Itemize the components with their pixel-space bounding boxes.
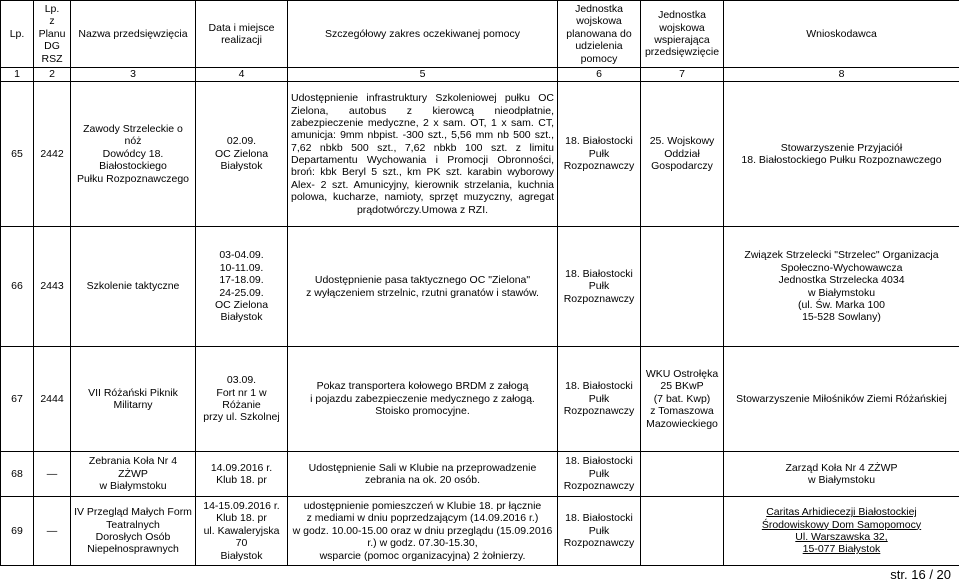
row-data-miejsce: 14-15.09.2016 r. Klub 18. pr ul. Kawaleryjska 70 Białystok — [196, 497, 288, 566]
column-number: 8 — [724, 68, 959, 82]
row-lp-planu: — — [34, 452, 71, 497]
header-lp-planu: Lp. z Planu DG RSZ — [34, 1, 71, 68]
row-jednostka-wspierajaca: 25. Wojskowy Oddział Gospodarczy — [641, 82, 724, 227]
row-jednostka-wspierajaca: WKU Ostrołęka 25 BKwP (7 bat. Kwp) z Tomaszowa Mazowieckiego — [641, 347, 724, 452]
table-row — [1, 227, 959, 347]
row-lp-planu: 2444 — [34, 347, 71, 452]
row-nazwa: Szkolenie taktyczne — [71, 227, 196, 347]
header-jednostka-planowana: Jednostka wojskowa planowana do udzielenia pomocy — [558, 1, 641, 68]
row-lp-planu: — — [34, 497, 71, 566]
row-lp: 65 — [1, 82, 34, 227]
row-wnioskodawca: Związek Strzelecki "Strzelec" Organizacja Społeczno-Wychowawcza Jednostka Strzelecka 4034 w Białymstoku (ul. Św. Marka 100 15-528 Sowlany) — [724, 227, 959, 347]
header-nazwa: Nazwa przedsięwzięcia — [71, 1, 196, 68]
row-wnioskodawca: Stowarzyszenie Przyjaciół 18. Białostockiego Pułku Rozpoznawczego — [724, 82, 959, 227]
table-row — [1, 452, 959, 497]
row-lp: 66 — [1, 227, 34, 347]
row-nazwa: Zawody Strzeleckie o nóż Dowódcy 18. Białostockiego Pułku Rozpoznawczego — [71, 82, 196, 227]
row-data-miejsce: 03-04.09. 10-11.09. 17-18.09. 24-25.09. OC Zielona Białystok — [196, 227, 288, 347]
row-jednostka-planowana: 18. Białostocki Pułk Rozpoznawczy — [558, 452, 641, 497]
table-row — [1, 347, 959, 452]
row-data-miejsce: 02.09. OC Zielona Białystok — [196, 82, 288, 227]
table-row — [1, 82, 959, 227]
row-jednostka-planowana: 18. Białostocki Pułk Rozpoznawczy — [558, 497, 641, 566]
column-number-row — [1, 68, 959, 82]
column-number: 6 — [558, 68, 641, 82]
header-jednostka-wspierajaca: Jednostka wojskowa wspierająca przedsięwzięcie — [641, 1, 724, 68]
row-jednostka-planowana: 18. Białostocki Pułk Rozpoznawczy — [558, 227, 641, 347]
row-data-miejsce: 03.09. Fort nr 1 w Różanie przy ul. Szkolnej — [196, 347, 288, 452]
table-row — [1, 497, 959, 566]
row-lp-planu: 2443 — [34, 227, 71, 347]
row-data-miejsce: 14.09.2016 r. Klub 18. pr — [196, 452, 288, 497]
header-wnioskodawca: Wnioskodawca — [724, 1, 959, 68]
row-jednostka-wspierajaca — [641, 227, 724, 347]
row-nazwa: IV Przegląd Małych Form Teatralnych Dorosłych Osób Niepełnosprawnych — [71, 497, 196, 566]
row-nazwa: VII Różański Piknik Militarny — [71, 347, 196, 452]
row-nazwa: Zebrania Koła Nr 4 ZŻWP w Białymstoku — [71, 452, 196, 497]
header-lp: Lp. — [1, 1, 34, 68]
row-lp: 68 — [1, 452, 34, 497]
row-lp: 69 — [1, 497, 34, 566]
row-zakres: Udostępnienie infrastruktury Szkoleniowej pułku OC Zielona, autobus z kierowcą nieodpłatnie, zabezpieczenie medyczne, 2 x sam. OT, 1 x sam. CT, amunicja: 9mm nbpist. -300 szt., 5,56 mm nb 500 szt., 7,62 nbkb 500 szt., 7,62 nbkb 100 szt. z limitu Departamentu Wychowania i Promocji Obronności, broń: kbk Beryl 5 szt., km PK szt. karabin wyborowy Alex- 2 szt. Amunicyjny, kierownik strzelania, kuchnia polowa, kucharze, namioty, sprzęt muzyczny, agregat prądotwórczy.Umowa z RZI. — [288, 82, 558, 227]
row-zakres: udostępnienie pomieszczeń w Klubie 18. pr łącznie z mediami w dniu poprzedzającym (14.09.2016 r.) w godz. 10.00-15.00 oraz w dniu przeglądu (15.09.2016 r.) w godz. 07.30-15.30, wsparcie (pomoc organizacyjna) 2 żołnierzy. — [288, 497, 558, 566]
column-number: 4 — [196, 68, 288, 82]
row-wnioskodawca: Stowarzyszenie Miłośników Ziemi Różańskiej — [724, 347, 959, 452]
header-zakres: Szczegółowy zakres oczekiwanej pomocy — [288, 1, 558, 68]
page-number: str. 16 / 20 — [890, 566, 951, 582]
row-jednostka-wspierajaca — [641, 452, 724, 497]
row-zakres: Pokaz transportera kołowego BRDM z załogą i pojazdu zabezpieczenie medycznego z załogą. Stoisko promocyjne. — [288, 347, 558, 452]
column-number: 5 — [288, 68, 558, 82]
column-number: 3 — [71, 68, 196, 82]
column-number: 1 — [1, 68, 34, 82]
row-wnioskodawca: Caritas Arhidiecezji Białostockiej Środowiskowy Dom Samopomocy Ul. Warszawska 32, 15-077 Białystok — [724, 497, 959, 566]
row-jednostka-wspierajaca — [641, 497, 724, 566]
column-number: 2 — [34, 68, 71, 82]
row-jednostka-planowana: 18. Białostocki Pułk Rozpoznawczy — [558, 347, 641, 452]
row-wnioskodawca: Zarząd Koła Nr 4 ZŻWP w Białymstoku — [724, 452, 959, 497]
row-zakres: Udostępnienie Sali w Klubie na przeprowadzenie zebrania na ok. 20 osób. — [288, 452, 558, 497]
header-row — [1, 1, 959, 68]
row-jednostka-planowana: 18. Białostocki Pułk Rozpoznawczy — [558, 82, 641, 227]
row-zakres: Udostępnienie pasa taktycznego OC "Zielona" z wyłączeniem strzelnic, rzutni granatów i stawów. — [288, 227, 558, 347]
row-lp-planu: 2442 — [34, 82, 71, 227]
column-number: 7 — [641, 68, 724, 82]
header-data-miejsce: Data i miejsce realizacji — [196, 1, 288, 68]
row-lp: 67 — [1, 347, 34, 452]
